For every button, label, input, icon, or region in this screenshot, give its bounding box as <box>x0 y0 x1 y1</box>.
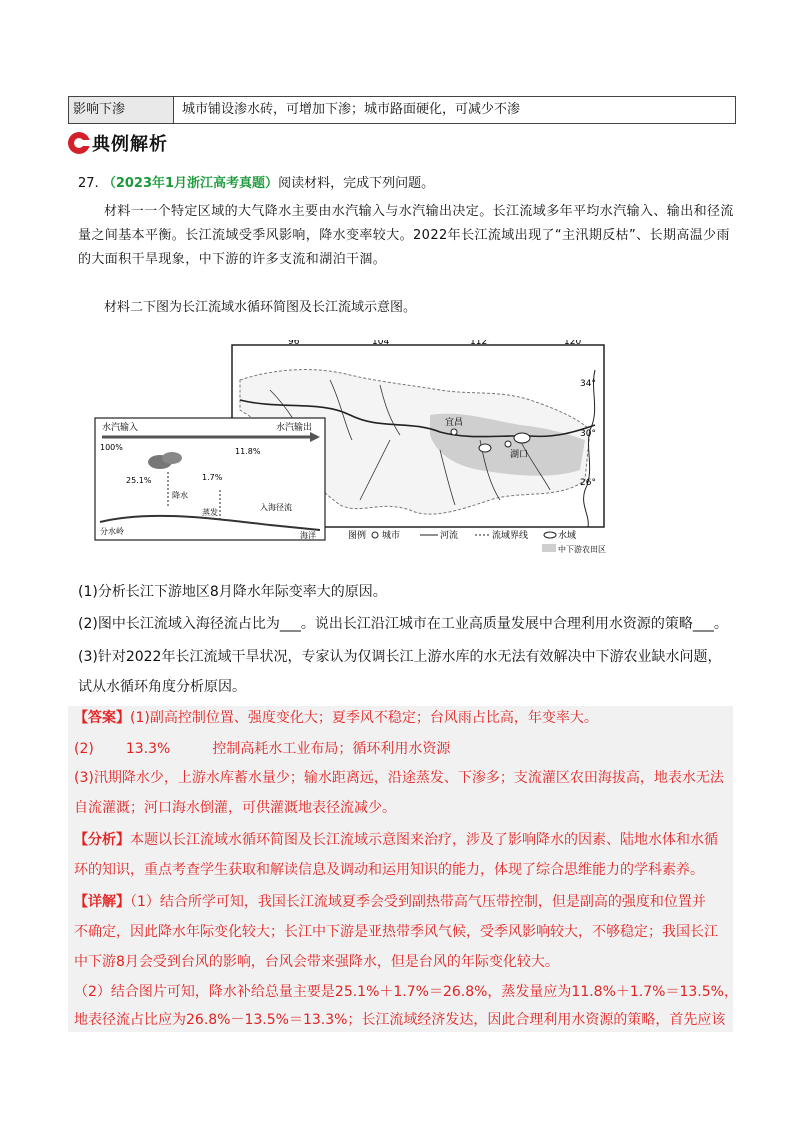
legend-water: 水域 <box>558 531 577 541</box>
sub-question-3-cont: 试从水循环角度分析原因。 <box>78 679 246 695</box>
latitude-label: 26° <box>580 478 596 488</box>
legend-farmland-icon <box>542 544 556 552</box>
section-title: 典例解析 <box>92 134 168 155</box>
section-logo-icon <box>68 132 90 154</box>
figure-svg <box>90 340 610 555</box>
city-marker <box>505 441 511 447</box>
evap-label: 蒸发 <box>202 508 218 517</box>
city-label: 宜昌 <box>445 418 464 428</box>
material-one: 材料一一个特定区域的大气降水主要由水汽输入与水汽输出决定。长江流域多年平均水汽输入、输出和径流量之间基本平衡。长江流域受季风影响，降水变率较大。2022年长江流域出现了“主汛期反枯”、长期高温少雨的大面积干旱现象，中下游的许多支流和湖泊干涸。 <box>78 204 734 267</box>
vapor-in-label: 水汽输入 <box>102 423 139 433</box>
legend-river: 河流 <box>440 531 459 541</box>
yangtze-figure <box>90 340 610 555</box>
analysis-line-1: 【分析】本题以长江流域水循环简图及长江流域示意图来治疗，涉及了影响降水的因素、陆地水体和水循 <box>74 832 718 848</box>
sub-question-1: (1)分析长江下游地区8月降水年际变率大的原因。 <box>78 584 387 600</box>
vapor-out-pct: 11.8% <box>235 447 261 456</box>
city-label: 湖口 <box>510 450 529 460</box>
section-heading <box>68 130 168 156</box>
legend-water-icon <box>544 532 556 538</box>
legend-city: 城市 <box>382 531 401 541</box>
detail-line-3: 中下游8月会受到台风的影响，台风会带来强降水，但是台风的年际变化较大。 <box>74 954 559 970</box>
vapor-out-label: 水汽输出 <box>276 423 313 433</box>
detail-line-1: 【详解】（1）结合所学可知，我国长江流域夏季会受到副热带高气压带控制，但是副高的强度和位置并 <box>74 894 706 910</box>
legend-city-icon <box>372 532 378 538</box>
divide-label: 分水岭 <box>100 527 124 536</box>
sub-question-2: (2)图中长江流域入海径流占比为___。说出长江沿江城市在工业高质量发展中合理利用水资源的策略___。 <box>78 616 728 632</box>
table-row-label: 影响下渗 <box>69 97 174 123</box>
longitude-label: 112° <box>470 340 492 347</box>
legend-label: 图例 <box>348 531 367 541</box>
analysis-line-2: 环的知识，重点考查学生获取和解读信息及调动和运用知识的能力，体现了综合思维能力的学科素养。 <box>74 862 704 878</box>
question-header <box>78 172 738 196</box>
material-two: 材料二下图为长江流域水循环简图及长江流域示意图。 <box>104 300 417 315</box>
answer-tag: 【答案】 <box>74 710 130 726</box>
cloud-icon <box>162 452 182 464</box>
detail-line-2: 不确定，因此降水年际变化较大；长江中下游是亚热带季风气候，受季风影响较大，不够稳定；我国长江 <box>74 924 718 940</box>
rain-label: 降水 <box>172 491 188 500</box>
longitude-label: 120° <box>564 340 586 347</box>
rain-pct: 25.1% <box>126 476 152 485</box>
small-pct: 1.7% <box>202 473 223 482</box>
sub-question-3: (3)针对2022年长江流域干旱状况，专家认为仅调长江上游水库的水无法有效解决中下游农业缺水问题， <box>78 649 722 665</box>
answer-line-4: 自流灌溉；河口海水倒灌，可供灌溉地表径流减少。 <box>74 800 396 816</box>
question-number: 27. <box>78 176 99 191</box>
sea-label: 海洋 <box>300 531 316 540</box>
latitude-label: 34° <box>580 379 596 389</box>
latitude-label: 30° <box>580 429 596 439</box>
detail-line-5: 地表径流占比应为26.8%－13.5%＝13.3%；长江流域经济发达，因此合理利用水资源的策略，首先应该 <box>74 1012 726 1028</box>
comparison-table-row <box>68 96 736 124</box>
city-marker <box>451 429 457 435</box>
vapor-in-pct: 100% <box>100 443 123 452</box>
table-row-content: 城市铺设渗水砖，可增加下渗；城市路面硬化，可减少不渗 <box>182 102 521 117</box>
legend-boundary: 流域界线 <box>492 531 529 541</box>
runoff-label: 入海径流 <box>260 503 292 512</box>
detail-line-4: （2）结合图片可知，降水补给总量主要是25.1%＋1.7%＝26.8%，蒸发量应为11.8%＋1.7%＝13.5%， <box>74 984 738 1000</box>
lake <box>479 444 491 452</box>
longitude-label: 104° <box>372 340 394 347</box>
answer-line-1: 【答案】(1)副高控制位置、强度变化大；夏季风不稳定；台风雨占比高，年变率大。 <box>74 710 598 726</box>
lake <box>514 433 530 443</box>
question-prompt: 阅读材料，完成下列问题。 <box>278 176 435 191</box>
question-source: （2023年1月浙江高考真题） <box>102 176 279 191</box>
answer-line-2: (2) 13.3% 控制高耗水工业布局；循环利用水资源 <box>74 741 451 757</box>
answer-line-3: (3)汛期降水少，上游水库蓄水量少；输水距离远，沿途蒸发、下渗多；支流灌区农田海拔高，地表水无法 <box>74 770 724 786</box>
legend-farmland: 中下游农田区 <box>558 545 606 554</box>
longitude-label: 96° <box>288 340 304 347</box>
answer-block <box>68 706 738 1032</box>
